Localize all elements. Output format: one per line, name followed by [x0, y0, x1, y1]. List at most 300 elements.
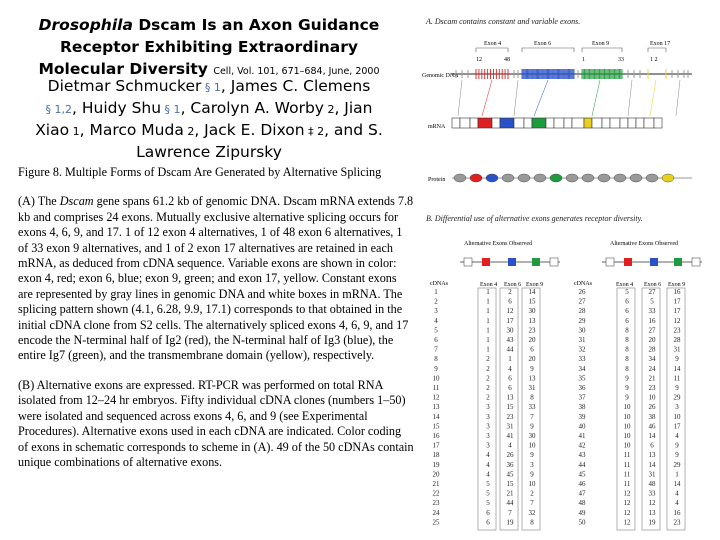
splice-line — [650, 80, 656, 116]
mrna-exon-box — [500, 118, 514, 128]
table-cell: 8 — [625, 345, 629, 354]
table-cell: 1 — [675, 470, 679, 479]
mrna-exon-box — [644, 118, 654, 128]
table-cell: 6 — [486, 508, 490, 517]
table-cell: 6 — [434, 336, 438, 344]
table-cell: 23 — [432, 499, 440, 508]
table-cell: 29 — [673, 393, 681, 402]
table-cell: 1 — [486, 288, 490, 296]
table-cell: 27 — [648, 288, 656, 296]
splice-line — [482, 80, 492, 116]
table-cell: 8 — [434, 355, 438, 364]
table-cell: 36 — [578, 384, 586, 392]
table-cell: 50 — [578, 518, 586, 527]
table-cell: 2 — [486, 393, 490, 402]
exon-brackets — [476, 48, 666, 52]
panel-a-title: A. Dscam contains constant and variable exons. — [426, 17, 581, 26]
author: Dietmar Schmucker — [47, 77, 202, 95]
title-italic: Drosophila — [38, 16, 133, 34]
table-cell: 5 — [625, 288, 629, 296]
exon4-col-right: Exon 4 — [616, 282, 634, 288]
title-line2: Receptor Exhibiting Extraordinary — [60, 38, 358, 56]
mrna-exon-box — [492, 118, 500, 128]
table-cell: 12 — [623, 508, 631, 517]
table-cell: 43 — [578, 451, 586, 460]
table-cell: 49 — [578, 508, 586, 517]
mrna-exon-box — [514, 118, 524, 128]
table-cell: 14 — [648, 432, 656, 440]
table-cell: 1 — [486, 316, 490, 325]
exon9-start: 1 — [582, 57, 585, 63]
table-cell: 19 — [648, 518, 656, 527]
table-cell: 31 — [578, 336, 586, 344]
table-cell: 33 — [648, 307, 656, 316]
caption-heading: Figure 8. Multiple Forms of Dscam Are Generated by Alternative Splicing — [18, 165, 382, 179]
mrna-exon-box — [532, 118, 546, 128]
table-cell: 3 — [486, 403, 490, 412]
mrna-exon-box — [564, 118, 572, 128]
table-cell: 6 — [650, 441, 654, 450]
exon9-box — [674, 258, 682, 266]
table-cell: 5 — [486, 480, 490, 488]
table-cell: 1 — [486, 326, 490, 335]
affiliation-mark: ‡ 2 — [304, 125, 325, 138]
table-cell: 17 — [506, 316, 514, 325]
alt-exons-observed-right: Alternative Exons Observed — [610, 241, 678, 247]
splice-line — [514, 80, 518, 116]
table-cell: 41 — [578, 432, 586, 440]
table-cell: 16 — [648, 316, 656, 325]
splice-line — [534, 80, 548, 116]
table-cell: 42 — [578, 441, 586, 450]
protein-domain — [502, 174, 514, 182]
table-cell: 38 — [648, 412, 656, 421]
table-cell: 7 — [530, 499, 534, 508]
table-cell: 9 — [530, 422, 534, 431]
table-cell: 46 — [648, 422, 656, 431]
table-cell: 30 — [528, 432, 536, 440]
table-cell: 20 — [528, 355, 536, 364]
exon9-count: 33 — [618, 57, 624, 63]
table-cell: 8 — [625, 326, 629, 335]
constant-exon-box — [692, 258, 700, 266]
exon9-box — [532, 258, 540, 266]
table-cell: 30 — [528, 307, 536, 316]
table-cell: 2 — [486, 355, 490, 364]
figure-svg — [422, 10, 718, 535]
table-cell: 16 — [673, 288, 681, 296]
constant-exon-box — [606, 258, 614, 266]
table-cell: 7 — [508, 508, 512, 517]
table-cell: 20 — [432, 470, 440, 479]
table-cell: 17 — [673, 297, 681, 306]
protein-domain — [550, 174, 562, 182]
mrna-label: mRNA — [428, 124, 446, 130]
constant-exon-box — [550, 258, 558, 266]
table-cell: 23 — [673, 518, 681, 527]
table-cell: 10 — [623, 441, 631, 450]
table-cell: 23 — [648, 384, 656, 392]
table-cell: 2 — [434, 297, 438, 306]
table-cell: 48 — [648, 480, 656, 488]
table-cell: 9 — [434, 364, 438, 373]
alt-exons-observed-left: Alternative Exons Observed — [464, 241, 532, 247]
table-cell: 24 — [648, 364, 656, 373]
table-cell: 26 — [578, 288, 586, 296]
protein-domain — [534, 174, 546, 182]
table-cell: 23 — [528, 326, 536, 335]
table-cell: 37 — [578, 393, 586, 402]
table-cell: 9 — [530, 470, 534, 479]
table-cell: 12 — [506, 307, 514, 316]
table-cell: 11 — [432, 384, 440, 392]
table-cell: 10 — [623, 412, 631, 421]
mrna-exon-box — [602, 118, 610, 128]
figure-caption — [18, 165, 414, 484]
table-cell: 4 — [508, 364, 512, 373]
genomic-dna-label: Genomic DNA — [422, 73, 459, 79]
table-cell: 33 — [648, 489, 656, 498]
table-cell: 1 — [486, 297, 490, 306]
table-cell: 5 — [434, 326, 438, 335]
table-cell: 6 — [625, 297, 629, 306]
table-cell: 12 — [623, 499, 631, 508]
exon6-box — [508, 258, 516, 266]
caption-text: (A) The — [18, 194, 60, 209]
table-cell: 8 — [625, 336, 629, 344]
protein-domain — [630, 174, 642, 182]
table-cell: 31 — [506, 422, 514, 431]
exon4-box — [482, 258, 490, 266]
table-cell: 4 — [508, 441, 512, 450]
table-cell: 23 — [673, 326, 681, 335]
exon6-col-left: Exon 6 — [504, 282, 522, 288]
table-cell: 3 — [486, 441, 490, 450]
cdna-table — [433, 288, 686, 530]
table-cell: 17 — [432, 441, 440, 450]
table-cell: 10 — [432, 374, 440, 383]
affiliation-mark: 2 — [183, 125, 195, 138]
author-list — [0, 76, 418, 163]
table-cell: 19 — [506, 518, 514, 527]
mrna-diagram — [452, 118, 662, 128]
table-cell: 14 — [432, 412, 440, 421]
exon4-label: Exon 4 — [484, 41, 502, 47]
mrna-exon-box — [524, 118, 532, 128]
table-cell: 10 — [648, 393, 656, 402]
figure-panel — [422, 10, 718, 535]
table-cell: 43 — [506, 336, 514, 344]
table-cell: 4 — [675, 432, 679, 440]
table-cell: 31 — [648, 470, 656, 479]
mrna-exon-box — [610, 118, 620, 128]
table-cell: 7 — [530, 412, 534, 421]
table-cell: 2 — [530, 489, 534, 498]
table-cell: 47 — [578, 489, 586, 498]
table-cell: 20 — [528, 336, 536, 344]
table-cell: 32 — [578, 345, 586, 354]
author: Lawrence Zipursky — [136, 143, 282, 161]
table-cell: 9 — [675, 384, 679, 392]
table-cell: 34 — [648, 355, 656, 364]
author: , Jian — [334, 99, 373, 117]
table-cell: 3 — [434, 307, 438, 316]
table-cell: 44 — [506, 499, 514, 508]
author: , Jack E. Dixon — [194, 121, 305, 139]
table-cell: 21 — [506, 489, 514, 498]
table-cell: 11 — [623, 480, 631, 488]
protein-domain — [486, 174, 498, 182]
protein-domain — [470, 174, 482, 182]
table-cell: 26 — [506, 451, 514, 460]
author: , Marco Muda — [79, 121, 184, 139]
table-cell: 24 — [432, 508, 440, 517]
table-cell: 20 — [648, 336, 656, 344]
table-cell: 5 — [650, 297, 654, 306]
table-cell: 4 — [675, 499, 679, 508]
exon17-label: Exon 17 — [650, 41, 671, 47]
table-cell: 9 — [530, 451, 534, 460]
table-cell: 22 — [432, 489, 440, 498]
table-cell: 3 — [486, 412, 490, 421]
table-cell: 17 — [673, 422, 681, 431]
mrna-exon-box — [546, 118, 554, 128]
table-cell: 21 — [648, 374, 656, 383]
table-cell: 2 — [486, 384, 490, 392]
table-cell: 10 — [623, 422, 631, 431]
table-cell: 12 — [623, 518, 631, 527]
table-cell: 25 — [432, 518, 440, 527]
table-cell: 8 — [530, 393, 534, 402]
table-cell: 8 — [625, 364, 629, 373]
table-cell: 6 — [508, 374, 512, 383]
table-cell: 10 — [528, 441, 536, 450]
table-cell: 2 — [508, 288, 512, 296]
table-cell: 15 — [506, 403, 514, 412]
table-cell: 44 — [578, 460, 586, 469]
table-cell: 15 — [528, 297, 536, 306]
mrna-exon-box — [554, 118, 564, 128]
splice-lines — [458, 80, 680, 116]
table-cell: 9 — [530, 364, 534, 373]
table-cell: 6 — [508, 384, 512, 392]
table-cell: 34 — [578, 364, 586, 373]
title-line3: Molecular Diversity — [38, 60, 208, 78]
protein-domain — [582, 174, 594, 182]
protein-domain — [598, 174, 610, 182]
table-cell: 13 — [648, 508, 656, 517]
table-cell: 14 — [528, 288, 536, 296]
table-cell: 10 — [623, 432, 631, 440]
exon9-col-right: Exon 9 — [668, 282, 686, 288]
exon9-label: Exon 9 — [592, 41, 610, 47]
table-cell: 11 — [623, 470, 631, 479]
mrna-exon-box — [460, 118, 470, 128]
table-cell: 1 — [486, 336, 490, 344]
table-cell: 39 — [578, 412, 586, 421]
table-cell: 3 — [675, 403, 679, 412]
table-cell: 15 — [506, 480, 514, 488]
table-cell: 19 — [432, 460, 440, 469]
table-cell: 2 — [486, 364, 490, 373]
table-cell: 5 — [486, 489, 490, 498]
title-line1: Dscam Is an Axon Guidance — [132, 16, 380, 34]
table-cell: 4 — [486, 460, 490, 469]
caption-paragraph-a — [18, 194, 414, 363]
table-cell: 45 — [506, 470, 514, 479]
mrna-exon-box — [452, 118, 460, 128]
mrna-exon-box — [478, 118, 492, 128]
table-cell: 6 — [625, 307, 629, 316]
exon17-count: 1 2 — [650, 57, 658, 63]
table-cell: 7 — [434, 345, 438, 354]
author: Xiao — [35, 121, 70, 139]
cdnas-label-left: cDNAs — [430, 281, 448, 287]
splice-line — [676, 80, 680, 116]
table-cell: 5 — [486, 499, 490, 508]
table-cell: 9 — [625, 384, 629, 392]
table-cell: 13 — [506, 393, 514, 402]
table-cell: 46 — [578, 480, 586, 488]
table-cell: 28 — [648, 345, 656, 354]
table-cell: 12 — [623, 489, 631, 498]
table-cell: 29 — [673, 460, 681, 469]
table-cell: 6 — [508, 297, 512, 306]
caption-paragraph-b: (B) Alternative exons are expressed. RT-PCR was performed on total RNA isolated from 12–24 hr embryos. Fifty individual cDNA clones (numbers 1–50) were isolated and sequenced across exons 4, 6, and 9 (see Experimental Procedures). Alternative exons used in each cDNA are indicated. Color coding of exons in schematic corresponds to scheme in (A). 49 of the 50 cDNAs contain unique combinations of alternative exons. — [18, 377, 414, 469]
table-cell: 10 — [623, 403, 631, 412]
table-cell: 13 — [648, 451, 656, 460]
table-cell: 45 — [578, 470, 586, 479]
table-cell: 11 — [623, 451, 631, 460]
table-cell: 1 — [486, 307, 490, 316]
table-cell: 13 — [528, 374, 536, 383]
table-cell: 31 — [673, 345, 681, 354]
table-cell: 21 — [432, 480, 440, 488]
table-cell: 4 — [434, 316, 438, 325]
table-cell: 14 — [648, 460, 656, 469]
table-cell: 14 — [673, 480, 681, 488]
table-cell: 3 — [486, 432, 490, 440]
author: , James C. Clemens — [220, 77, 371, 95]
table-cell: 11 — [623, 460, 631, 469]
mrna-exon-box — [592, 118, 602, 128]
table-cell: 44 — [506, 345, 514, 354]
table-cell: 3 — [486, 422, 490, 431]
protein-domain — [566, 174, 578, 182]
table-cell: 36 — [506, 460, 514, 469]
table-cell: 1 — [486, 345, 490, 354]
table-cell: 41 — [506, 432, 514, 440]
affiliation-mark: 1 — [69, 125, 80, 138]
table-cell: 28 — [673, 336, 681, 344]
exon6-col-right: Exon 6 — [644, 282, 662, 288]
table-cell: 33 — [578, 355, 586, 364]
exon4-col-left: Exon 4 — [480, 282, 498, 288]
table-cell: 8 — [625, 355, 629, 364]
author: , Huidy Shu — [71, 99, 162, 117]
mrna-exon-box — [572, 118, 584, 128]
mrna-exon-box — [584, 118, 592, 128]
table-cell: 14 — [673, 364, 681, 373]
table-cell: 29 — [578, 316, 586, 325]
citation: Cell, Vol. 101, 671–684, June, 2000 — [213, 66, 380, 77]
table-cell: 4 — [675, 489, 679, 498]
affiliation-mark: § 1 — [201, 81, 221, 94]
protein-domain — [614, 174, 626, 182]
table-cell: 18 — [432, 451, 440, 460]
panel-b-title: B. Differential use of alternative exons generates receptor diversity. — [426, 214, 643, 223]
protein-domain — [646, 174, 658, 182]
table-cell: 23 — [506, 412, 514, 421]
table-cell: 26 — [648, 403, 656, 412]
protein-label: Protein — [428, 177, 446, 183]
exon6-label: Exon 6 — [534, 41, 552, 47]
table-cell: 4 — [486, 470, 490, 479]
exon6-count: 48 — [504, 57, 510, 63]
mrna-exon-box — [636, 118, 644, 128]
table-cell: 10 — [528, 480, 536, 488]
table-cell: 13 — [432, 403, 440, 412]
table-cell: 12 — [432, 393, 440, 402]
protein-domain — [518, 174, 530, 182]
table-cell: 48 — [578, 499, 586, 508]
table-cell: 28 — [578, 307, 586, 316]
table-cell: 13 — [528, 316, 536, 325]
mrna-exon-box — [654, 118, 662, 128]
splice-line — [592, 80, 600, 116]
table-cell: 9 — [675, 451, 679, 460]
protein-diagram — [452, 174, 692, 182]
table-cell: 10 — [673, 412, 681, 421]
paper-title — [0, 14, 418, 83]
exon6-box — [650, 258, 658, 266]
table-cell: 17 — [673, 307, 681, 316]
table-cell: 6 — [530, 345, 534, 354]
table-cell: 9 — [625, 374, 629, 383]
table-cell: 8 — [530, 518, 534, 527]
mrna-exon-box — [628, 118, 636, 128]
table-cell: 4 — [486, 451, 490, 460]
table-cell: 38 — [578, 403, 586, 412]
affiliation-mark: 2 — [323, 103, 335, 116]
table-cell: 15 — [432, 422, 440, 431]
affiliation-mark: § 1,2 — [45, 103, 72, 116]
table-cell: 16 — [432, 432, 440, 440]
affiliation-mark: § 1 — [161, 103, 181, 116]
protein-domain — [454, 174, 466, 182]
protein-domain — [662, 174, 674, 182]
table-cell: 30 — [506, 326, 514, 335]
mrna-exon-box — [620, 118, 628, 128]
table-cell: 1 — [508, 355, 512, 364]
mrna-exon-box — [470, 118, 478, 128]
cdnas-label-right: cDNAs — [574, 281, 592, 287]
exon9-col-left: Exon 9 — [526, 282, 544, 288]
table-cell: 31 — [528, 384, 536, 392]
table-cell: 27 — [648, 326, 656, 335]
table-cell: 12 — [648, 499, 656, 508]
author: , Carolyn A. Worby — [180, 99, 324, 117]
exon-schematic-headers — [460, 258, 702, 266]
splice-line — [628, 80, 632, 116]
caption-text: gene spans 61.2 kb of genomic DNA. Dscam mRNA extends 7.8 kb and comprises 24 exons. Mutually exclusive alternative splicing occurs for exons 4, 6, 9, and 17. 1 of 12 exon 4 alternatives, 1 of 48 exon 6 alternatives, 1 of 33 exon 9 alternatives, and 1 of 2 exon 17 alternatives are retained in each mRNA, as deduced from cDNA sequence. Variable exons are shown in color: exon 4, red; exon 6, blue; exon 9, green; and exon 17, yellow. Constant exons are represented by gray lines in genomic DNA and white boxes in mRNA. The splicing pattern shown (4.1, 6.28, 9.9, 17.1) corresponds to that obtained in the initial cDNA clone from S2 cells. The alternatively spliced exons 4, 6, 9, and 17 encode the N-terminal half of Ig2 (red), the N-terminal half of Ig3 (blue), the entire Ig7 (green), and the transmembrane domain (yellow), respectively. — [18, 194, 414, 363]
constant-exon-box — [464, 258, 472, 266]
table-cell: 27 — [578, 297, 586, 306]
exon4-box — [624, 258, 632, 266]
table-cell: 16 — [673, 508, 681, 517]
table-cell: 1 — [434, 288, 438, 296]
table-cell: 6 — [486, 518, 490, 527]
